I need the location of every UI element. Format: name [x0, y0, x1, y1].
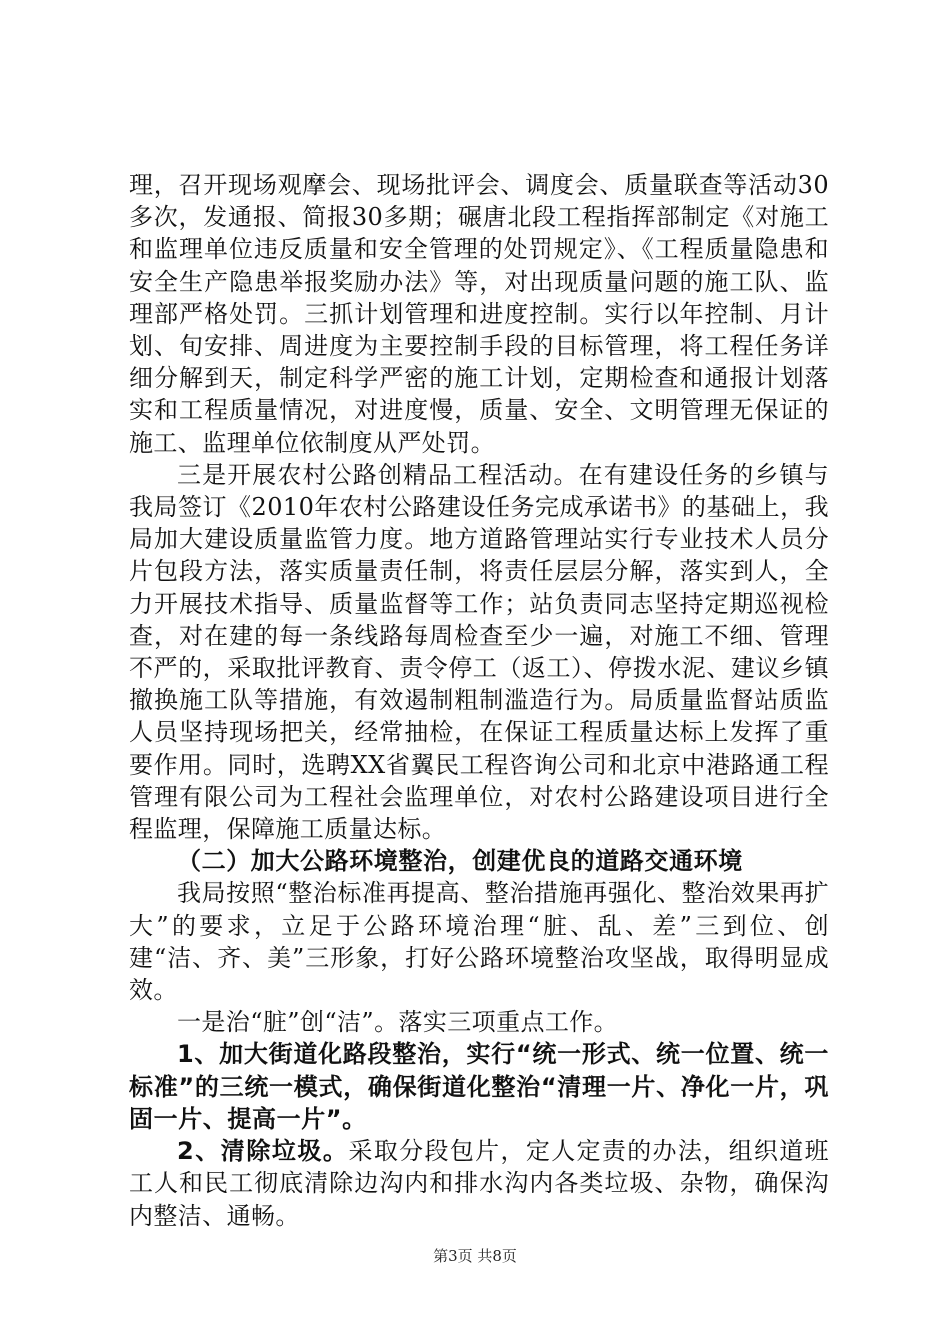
garbage-removal-text: 采取分段包片，定人定责的办法，组织道班工人和民工彻底清除边沟内和排水沟内各类垃圾、杂物，确保沟内整洁、通畅。	[129, 1137, 829, 1230]
paragraph-garbage-removal	[129, 1135, 829, 1232]
paragraph-item-one: 一是治“脏”创“洁”。落实三项重点工作。	[177, 1008, 619, 1037]
page-footer: 第3页 共8页	[433, 1247, 517, 1265]
document-body	[129, 169, 829, 1232]
paragraph-quality-supervision: 三是开展农村公路创精品工程活动。在有建设任务的乡镇与我局签订《2010年农村公路建设任务完成承诺书》的基础上，我局加大建设质量监管力度。地方道路管理站实行专业技术人员分片包段方法，落实质量责任制，将责任层层分解，落实到人，全力开展技术指导、质量监督等工作；站负责同志坚持定期巡视检查，对在建的每一条线路每周检查至少一遍，对施工不细、管理不严的，采取批评教育、责令停工（返工）、停拨水泥、建议乡镇撤换施工队等措施，有效遏制粗制滥造行为。局质量监督站质监人员坚持现场把关，经常抽检，在保证工程质量达标上发挥了重要作用。同时，选聘XX省翼民工程咨询公司和北京中港路通工程管理有限公司为工程社会监理单位，对农村公路建设项目进行全程监理，保障施工质量达标。	[129, 460, 829, 844]
paragraph-continued: 理，召开现场观摩会、现场批评会、调度会、质量联查等活动30多次，发通报、简报30多期；碾唐北段工程指挥部制定《对施工和监理单位违反质量和安全管理的处罚规定》、《工程质量隐患和安全生产隐患举报奖励办法》等，对出现质量问题的施工队、监理部严格处罚。三抓计划管理和进度控制。实行以年控制、月计划、旬安排、周进度为主要控制手段的目标管理，将工程任务详细分解到天，制定科学严密的施工计划，定期检查和通报计划落实和工程质量情况，对进度慢，质量、安全、文明管理无保证的施工、监理单位依制度从严处罚。	[129, 171, 829, 457]
garbage-removal-lead: 2、清除垃圾。	[177, 1137, 349, 1166]
paragraph-environment-intro: 我局按照“整治标准再提高、整治措施再强化、整治效果再扩大”的要求，立足于公路环境治理“脏、乱、差”三到位、创建“洁、齐、美”三形象，打好公路环境整治攻坚战，取得明显成效。	[129, 879, 829, 1005]
paragraph-street-rectification: 1、加大街道化路段整治，实行“统一形式、统一位置、统一标准”的三统一模式，确保街道化整治“清理一片、净化一片，巩固一片、提高一片”。	[129, 1040, 829, 1133]
section-heading: （二）加大公路环境整治，创建优良的道路交通环境	[177, 847, 743, 876]
